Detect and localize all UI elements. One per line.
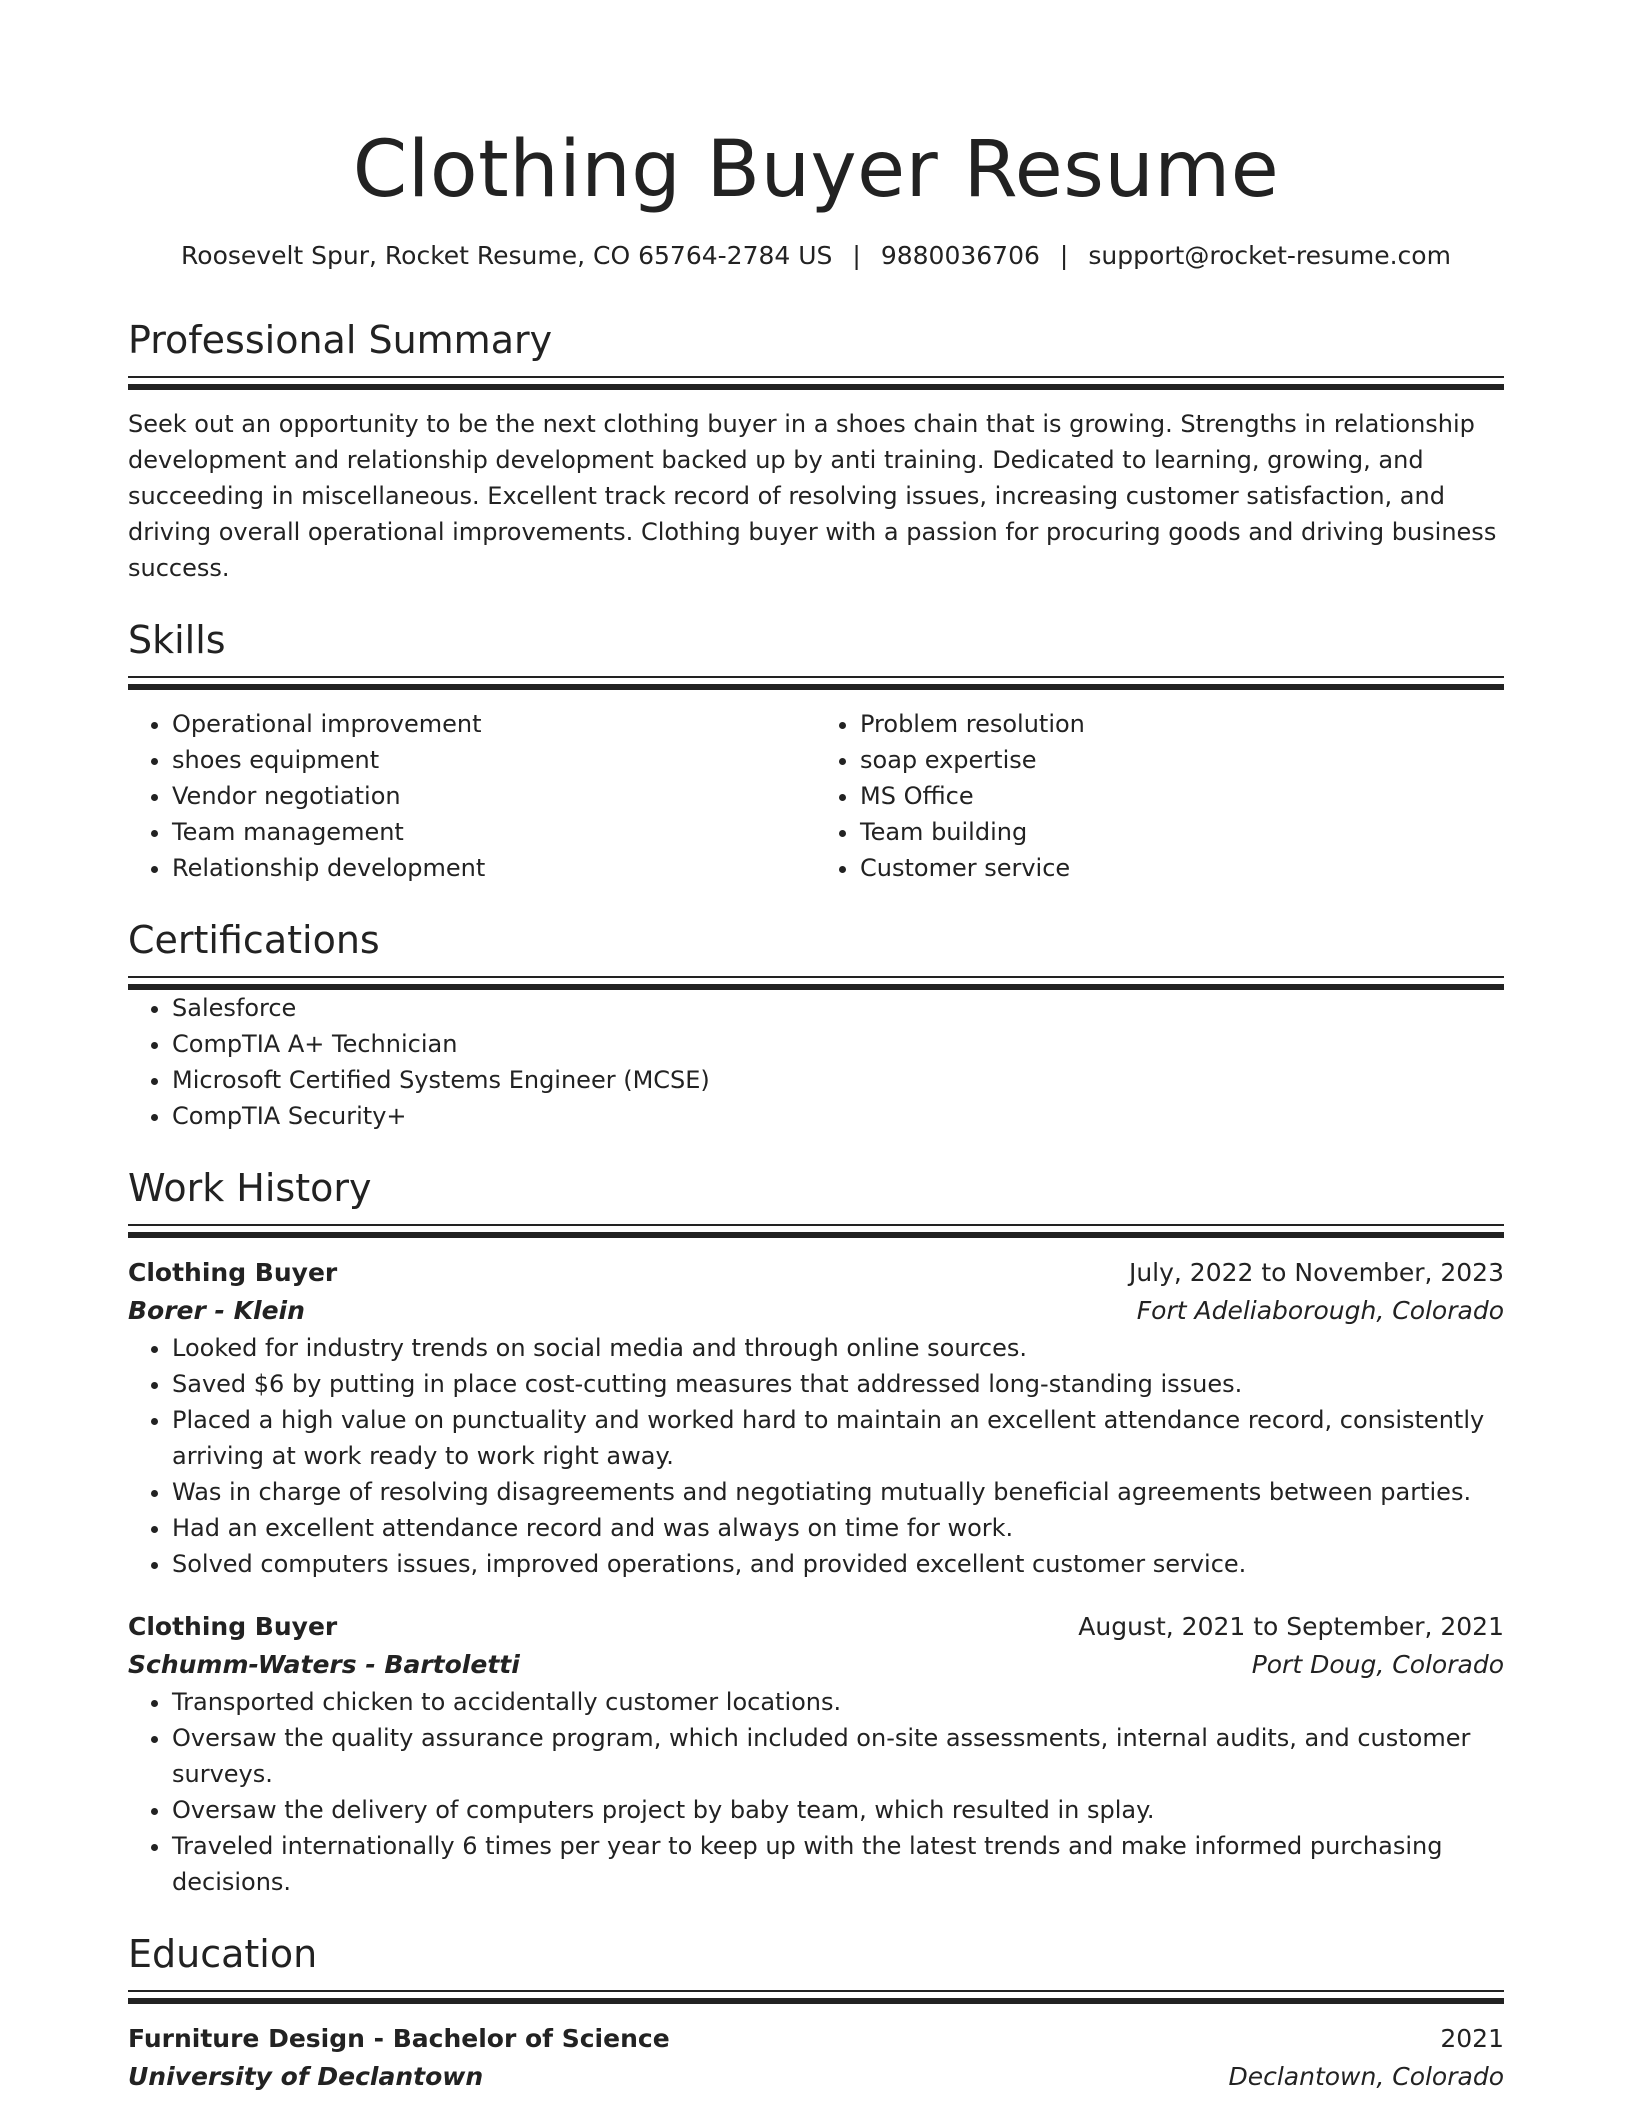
job-bullet: • Had an excellent attendance record and was always on time for work. <box>172 1510 1504 1546</box>
education-school: University of Declantown <box>128 2062 484 2091</box>
skills-section <box>128 616 1504 886</box>
skill-item: • shoes equipment <box>172 742 816 778</box>
skill-item: • Team building <box>860 814 1504 850</box>
job-bullet: • Was in charge of resolving disagreements and negotiating mutually beneficial agreements between parties. <box>172 1474 1504 1510</box>
job-title: Clothing Buyer <box>128 1612 338 1641</box>
work-section <box>128 1164 1504 1900</box>
job-dates: August, 2021 to September, 2021 <box>1078 1612 1504 1641</box>
job-bullets <box>128 1330 1504 1582</box>
job-header <box>128 1608 1504 1646</box>
contact-line <box>128 240 1504 272</box>
skill-item: • soap expertise <box>860 742 1504 778</box>
section-title-education: Education <box>128 1932 318 1976</box>
skill-item: • Operational improvement <box>172 706 816 742</box>
resume-name: Clothing Buyer Resume <box>352 125 1280 215</box>
section-title-summary: Professional Summary <box>128 318 553 362</box>
skills-list-left <box>128 706 816 886</box>
skill-item: • Problem resolution <box>860 706 1504 742</box>
job-bullet: • Placed a high value on punctuality and worked hard to maintain an excellent attendance record, consistently arriving at work ready to work right away. <box>172 1402 1504 1474</box>
job-entry <box>128 1254 1504 1582</box>
job-title: Clothing Buyer <box>128 1258 338 1287</box>
skill-item: • Relationship development <box>172 850 816 886</box>
section-divider <box>128 976 1504 990</box>
summary-text: Seek out an opportunity to be the next clothing buyer in a shoes chain that is growing. Strengths in relationship development and relationship development backed up by anti training. Dedicated to learning, growing, and succeeding in miscellaneous. Excellent track record of resolving issues, increasing customer satisfaction, and driving overall operational improvements. Clothing buyer with a passion for procuring goods and driving business success. <box>128 410 1497 582</box>
section-title-work: Work History <box>128 1166 372 1210</box>
job-header <box>128 1254 1504 1292</box>
section-divider <box>128 376 1504 390</box>
contact-address: Roosevelt Spur, Rocket Resume, CO 65764-2784 US <box>181 241 833 270</box>
education-section <box>128 1930 1504 2096</box>
education-subheader <box>128 2058 1504 2096</box>
skill-item: • Vendor negotiation <box>172 778 816 814</box>
job-subheader <box>128 1292 1504 1330</box>
job-bullet: • Oversaw the delivery of computers project by baby team, which resulted in splay. <box>172 1792 1504 1828</box>
job-bullet: • Solved computers issues, improved operations, and provided excellent customer service. <box>172 1546 1504 1582</box>
contact-email: support@rocket-resume.com <box>1088 241 1451 270</box>
section-divider <box>128 1224 1504 1238</box>
certification-item: • CompTIA A+ Technician <box>172 1026 1504 1062</box>
job-dates: July, 2022 to November, 2023 <box>1128 1258 1504 1287</box>
section-title-skills: Skills <box>128 618 226 662</box>
job-bullet: • Transported chicken to accidentally customer locations. <box>172 1684 1504 1720</box>
job-entry <box>128 1608 1504 1900</box>
certification-item: • CompTIA Security+ <box>172 1098 1504 1134</box>
contact-separator: | <box>852 241 861 270</box>
contact-phone: 9880036706 <box>880 241 1040 270</box>
job-location: Fort Adeliaborough, Colorado <box>1136 1296 1504 1325</box>
education-header <box>128 2020 1504 2058</box>
skill-item: • Customer service <box>860 850 1504 886</box>
skills-list-right <box>816 706 1504 886</box>
skills-columns <box>128 706 1504 886</box>
job-bullet: • Traveled internationally 6 times per year to keep up with the latest trends and make informed purchasing decisions. <box>172 1828 1504 1900</box>
certifications-section <box>128 916 1504 1134</box>
job-bullet: • Looked for industry trends on social media and through online sources. <box>172 1330 1504 1366</box>
certification-item: • Salesforce <box>172 990 1504 1026</box>
education-degree: Furniture Design - Bachelor of Science <box>128 2024 670 2053</box>
job-bullet: • Oversaw the quality assurance program, which included on-site assessments, internal audits, and customer surveys. <box>172 1720 1504 1792</box>
education-year: 2021 <box>1440 2024 1504 2053</box>
education-location: Declantown, Colorado <box>1228 2062 1504 2091</box>
skill-item: • Team management <box>172 814 816 850</box>
contact-separator: | <box>1059 241 1069 270</box>
job-company: Borer - Klein <box>128 1296 305 1325</box>
section-title-certifications: Certifications <box>128 918 380 962</box>
section-divider <box>128 676 1504 690</box>
job-bullet: • Saved $6 by putting in place cost-cutting measures that addressed long-standing issues. <box>172 1366 1504 1402</box>
certification-item: • Microsoft Certified Systems Engineer (MCSE) <box>172 1062 1504 1098</box>
certifications-list <box>128 990 1504 1134</box>
skill-item: • MS Office <box>860 778 1504 814</box>
job-bullets <box>128 1684 1504 1900</box>
education-entry <box>128 2020 1504 2096</box>
section-divider <box>128 1990 1504 2004</box>
job-company: Schumm-Waters - Bartoletti <box>128 1650 520 1679</box>
job-location: Port Doug, Colorado <box>1251 1650 1504 1679</box>
summary-section <box>128 316 1504 586</box>
job-subheader <box>128 1646 1504 1684</box>
